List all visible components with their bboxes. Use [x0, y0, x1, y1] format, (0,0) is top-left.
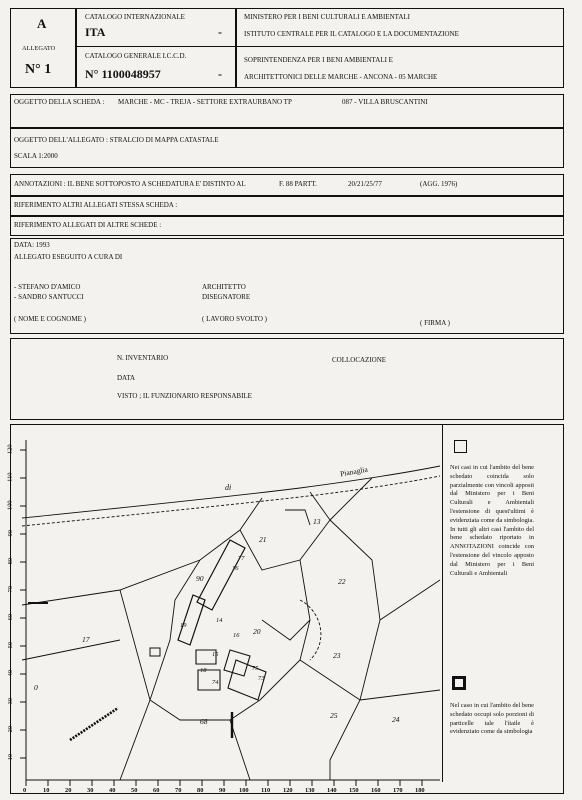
y-tick-50: 50 — [6, 642, 14, 649]
parcel-14: 14 — [216, 617, 223, 624]
person-2-name: - SANDRO SANTUCCI — [14, 293, 84, 301]
inventario-label: N. INVENTARIO — [117, 354, 169, 362]
person-1-name: - STEFANO D'AMICO — [14, 283, 81, 291]
cat-int-label: CATALOGO INTERNAZIONALE — [85, 13, 185, 21]
road-prefix: di — [225, 483, 232, 492]
x-tick-70: 70 — [175, 787, 182, 794]
cat-gen-dash: - — [218, 67, 222, 81]
parcel-18: 18 — [200, 667, 207, 674]
parcel-25: 25 — [330, 711, 338, 720]
y-axis-ticks — [20, 450, 26, 758]
y-tick-60: 60 — [6, 614, 14, 621]
cat-int-value: ITA — [85, 25, 106, 39]
rif-stessa: RIFERIMENTO ALTRI ALLEGATI STESSA SCHEDA : — [14, 201, 178, 209]
parcel-13: 13 — [313, 517, 321, 526]
annotazioni-agg: (AGG. 1976) — [420, 180, 458, 188]
oggetto-scheda-code: 087 - VILLA BRUSCANTINI — [342, 98, 428, 106]
x-tick-150: 150 — [349, 787, 359, 794]
annotazioni-label: ANNOTAZIONI : IL BENE SOTTOPOSTO A SCHEDATURA E' DISTINTO AL — [14, 180, 246, 188]
legend-symbol-portion-icon — [452, 676, 466, 690]
legend-symbol-partial-icon — [454, 440, 467, 453]
y-tick-70: 70 — [6, 586, 14, 593]
cat-int-dash: - — [218, 25, 222, 39]
allegato-number: N° 1 — [25, 62, 52, 77]
lavoro-caption: ( LAVORO SVOLTO ) — [202, 315, 268, 323]
x-axis-ticks — [26, 780, 422, 786]
cat-gen-label: CATALOGO GENERALE I.C.C.D. — [85, 52, 187, 60]
x-tick-30: 30 — [87, 787, 94, 794]
institute-name: ISTITUTO CENTRALE PER IL CATALOGO E LA DOCUMENTAZIONE — [244, 30, 459, 38]
parcel-19: 19 — [180, 622, 187, 629]
annotazioni-partt: 20/21/25/77 — [348, 180, 382, 188]
x-tick-120: 120 — [283, 787, 293, 794]
parcel-17: 17 — [82, 635, 90, 644]
legend-text-2: Nel caso in cui l'ambito del bene schedato occupi solo porzioni di particelle tale l'ítaile è evidenziato come da simbologia — [450, 702, 534, 736]
y-tick-10: 10 — [6, 754, 14, 761]
parcel-22: 22 — [338, 577, 346, 586]
x-tick-170: 170 — [393, 787, 403, 794]
parcel-21: 21 — [259, 535, 267, 544]
x-tick-50: 50 — [131, 787, 138, 794]
collocazione-label: COLLOCAZIONE — [332, 356, 387, 364]
parcel-68: 68 — [200, 717, 208, 726]
data-field: DATA: 1993 — [14, 241, 50, 249]
parcel-16: 16 — [233, 632, 240, 639]
x-tick-80: 80 — [197, 787, 204, 794]
y-tick-30: 30 — [6, 698, 14, 705]
x-tick-60: 60 — [153, 787, 160, 794]
firma-caption: ( FIRMA ) — [420, 319, 450, 327]
x-tick-0: 0 — [23, 787, 27, 794]
x-tick-90: 90 — [219, 787, 226, 794]
x-tick-100: 100 — [239, 787, 249, 794]
oggetto-scheda-label: OGGETTO DELLA SCHEDA : — [14, 98, 105, 106]
scala: SCALA 1:2000 — [14, 152, 58, 160]
x-tick-20: 20 — [65, 787, 72, 794]
x-tick-130: 130 — [305, 787, 315, 794]
y-tick-120: 120 — [6, 444, 14, 454]
x-tick-40: 40 — [109, 787, 116, 794]
y-tick-110: 110 — [6, 472, 14, 482]
y-tick-90: 90 — [6, 530, 14, 537]
eseguito-label: ALLEGATO ESEGUITO A CURA DI — [14, 253, 123, 261]
rif-altre: RIFERIMENTO ALLEGATI DI ALTRE SCHEDE : — [14, 221, 162, 229]
parcel-90: 90 — [196, 574, 204, 583]
nome-cognome-caption: ( NOME E COGNOME ) — [14, 315, 86, 323]
parcel-77: 77 — [238, 555, 245, 562]
x-tick-10: 10 — [43, 787, 50, 794]
person-2-role: DISEGNATORE — [202, 293, 251, 301]
parcel-75: 75 — [252, 665, 259, 672]
parcel-74: 74 — [212, 679, 219, 686]
oggetto-scheda-value: MARCHE - MC - TREJA - SETTORE EXTRAURBANO TP — [118, 98, 292, 106]
parcel-15: 15 — [212, 651, 219, 658]
person-1-role: ARCHITETTO — [202, 283, 246, 291]
parcel-23: 23 — [333, 651, 341, 660]
allegato-label: ALLEGATO — [22, 45, 56, 52]
parcel-73: 73 — [258, 675, 265, 682]
visto-label: VISTO ; IL FUNZIONARIO RESPONSABILE — [117, 392, 252, 400]
x-tick-180: 180 — [415, 787, 425, 794]
ministry-name: MINISTERO PER I BENI CULTURALI E AMBIENTALI — [244, 13, 411, 21]
scheda-letter: A — [37, 16, 47, 31]
x-tick-160: 160 — [371, 787, 381, 794]
y-tick-20: 20 — [6, 726, 14, 733]
y-tick-80: 80 — [6, 558, 14, 565]
x-tick-140: 140 — [327, 787, 337, 794]
y-tick-100: 100 — [6, 500, 14, 510]
parcel-16b: 16 — [232, 565, 239, 572]
soprintendenza-name: SOPRINTENDENZA PER I BENI AMBIENTALI E — [244, 56, 393, 64]
parcel-24: 24 — [392, 715, 400, 724]
legend-text-1: Nei casi in cui l'ambito del bene schedato coincida solo parzialmente con vincoli apposti dal Ministero per i Beni Culturali e Ambientali l'estensione di quest'ultimi è evidenziata come da simbologia. In tutti gli altri casi l'ambito del bene schedato riportato in ANNOTAZIONI coincide con l'estensione del vincolo apposto dal Ministero per i Beni Culturali e Ambientali — [450, 464, 534, 577]
parcel-0: 0 — [34, 683, 38, 692]
x-tick-110: 110 — [261, 787, 271, 794]
annotazioni-foglio: F. 88 PARTT. — [279, 180, 317, 188]
road-label: Pianaglia — [339, 464, 369, 479]
soprintendenza-region: ARCHITETTONICI DELLE MARCHE - ANCONA - 05 MARCHE — [244, 73, 438, 81]
cat-gen-value: N° 1100048957 — [85, 67, 161, 81]
parcel-20: 20 — [253, 627, 261, 636]
y-tick-40: 40 — [6, 670, 14, 677]
oggetto-allegato: OGGETTO DELL'ALLEGATO : STRALCIO DI MAPPA CATASTALE — [14, 136, 219, 144]
data-label: DATA — [117, 374, 136, 382]
